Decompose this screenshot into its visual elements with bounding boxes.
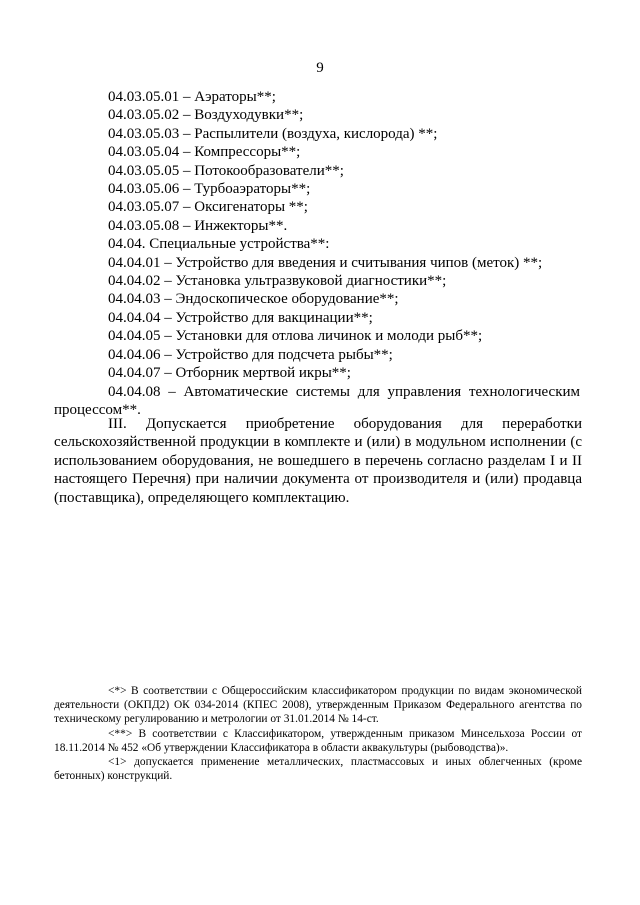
equipment-list [54, 88, 580, 419]
list-item: 04.03.05.07 – Оксигенаторы **; [108, 199, 308, 216]
list-item: 04.04.03 – Эндоскопическое оборудование**; [108, 291, 399, 308]
footnote: <1> допускается применение металлических, пластмассовых и иных облегченных (кроме бетонных) конструкций. [54, 756, 582, 783]
list-item: 04.04.02 – Установка ультразвуковой диагностики**; [108, 273, 447, 290]
list-item: 04.03.05.01 – Аэраторы**; [108, 89, 276, 105]
list-item: 04.03.05.06 – Турбоаэраторы**; [108, 181, 311, 198]
footnote: <**> В соответствии с Классификатором, утвержденным приказом Минсельхоза России от 18.11.2014 № 452 «Об утверждении Классификатора в области аквакультуры (рыбоводства)». [54, 727, 582, 754]
list-item: 04.04.05 – Установки для отлова личинок и молоди рыб**; [108, 328, 483, 345]
list-item: 04.03.05.03 – Распылители (воздуха, кислорода) **; [108, 125, 438, 142]
list-item-last-line1: 04.04.08 – Автоматические системы для управления технологическим [108, 383, 580, 400]
list-item: 04.04.01 – Устройство для введения и считывания чипов (меток) **; [108, 254, 543, 271]
list-item-last-line2: процессом**. [54, 401, 141, 418]
list-item: 04.04.07 – Отборник мертвой икры**; [108, 365, 351, 382]
list-item: 04.03.05.05 – Потокообразователи**; [108, 162, 344, 179]
footnote: <*> В соответствии с Общероссийским классификатором продукции по видам экономической деятельности (ОКПД2) ОК 034-2014 (КПЕС 2008), утвержденным Приказом Федерального агентства по техническому регулированию и метрологии от 31.01.2014 № 14-ст. [54, 685, 582, 726]
section-iii-paragraph [54, 415, 582, 507]
list-item: 04.03.05.02 – Воздуходувки**; [108, 107, 304, 124]
section-iii-text: III. Допускается приобретение оборудования для переработки сельскохозяйственной продукции в комплекте и (или) в модульном исполнении (с использованием оборудования, не вошедшего в перечень согласно разделам I и II настоящего Перечня) при наличии документа от производителя и (или) продавца (поставщика), определяющего комплектацию. [54, 416, 582, 506]
footnotes [54, 684, 582, 783]
list-item: 04.04. Специальные устройства**: [108, 236, 330, 253]
list-item: 04.03.05.04 – Компрессоры**; [108, 144, 301, 161]
page-number: 9 [316, 60, 324, 76]
list-item: 04.04.06 – Устройство для подсчета рыбы**; [108, 346, 393, 363]
list-item: 04.04.04 – Устройство для вакцинации**; [108, 309, 373, 326]
list-item: 04.03.05.08 – Инжекторы**. [108, 217, 288, 234]
